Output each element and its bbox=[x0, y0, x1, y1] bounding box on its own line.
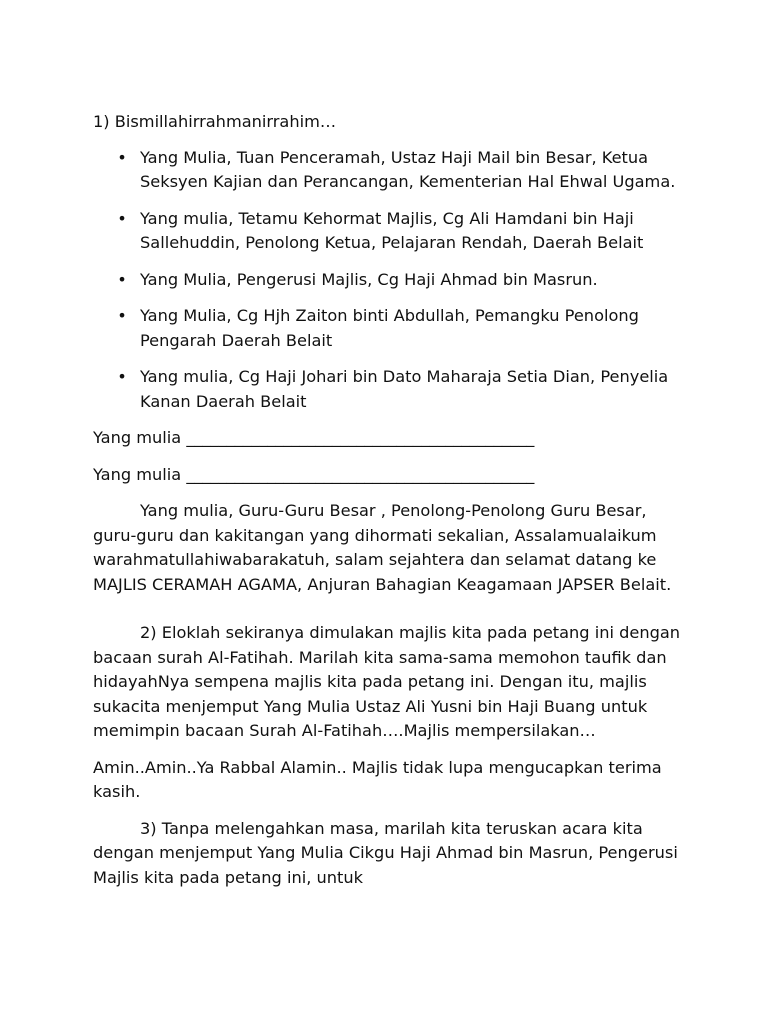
blank-guest-line: Yang mulia ___________________________________________ bbox=[93, 464, 535, 484]
guest-item bbox=[93, 268, 683, 293]
guest-item bbox=[93, 146, 683, 195]
intro-line: 1) Bismillahirrahmanirrahim… bbox=[93, 112, 337, 131]
blank-guest-line: Yang mulia ___________________________________________ bbox=[93, 428, 535, 447]
greeting-paragraph: Yang mulia, Guru-Guru Besar , Penolong-Penolong Guru Besar, guru-guru dan kakitangan yang dihormati sekalian, Assalamualaikum warahmatullahiwabarakatuh, salam sejahtera dan selamat datang ke MAJLIS CERAMAH AGAMA, Anjuran Bahagian Keagamaan JAPSER Belait. bbox=[93, 501, 672, 594]
bullet-icon: • bbox=[117, 147, 127, 167]
guest-text: Yang mulia, Tetamu Kehormat Majlis, Cg Ali Hamdani bin Haji Sallehuddin, Penolong Ketua, Pelajaran Rendah, Daerah Belait bbox=[140, 208, 644, 252]
bullet-icon: • bbox=[117, 306, 127, 325]
guest-item bbox=[93, 207, 683, 256]
paragraph-3: 3) Tanpa melengahkan masa, marilah kita teruskan acara kita dengan menjemput Yang Mulia Cikgu Haji Ahmad bin Masrun, Pengerusi Majlis kita pada petang ini, untuk bbox=[93, 818, 678, 887]
bullet-icon: • bbox=[117, 367, 127, 386]
guest-item bbox=[93, 304, 683, 353]
bullet-icon: • bbox=[117, 269, 127, 289]
guest-item bbox=[93, 365, 683, 414]
paragraph-2: 2) Eloklah sekiranya dimulakan majlis kita pada petang ini dengan bacaan surah Al-Fatihah. Marilah kita sama-sama memohon taufik dan hidayahNya sempena majlis kita pada petang ini. Dengan itu, majlis sukacita menjemput Yang Mulia Ustaz Ali Yusni bin Haji Buang untuk memimpin bacaan Surah Al-Fatihah….Majlis mempersilakan… bbox=[93, 623, 681, 740]
guest-text: Yang mulia, Cg Haji Johari bin Dato Maharaja Setia Dian, Penyelia Kanan Daerah Belait bbox=[140, 367, 669, 411]
bullet-icon: • bbox=[117, 208, 127, 228]
guest-list bbox=[93, 146, 683, 415]
guest-text: Yang Mulia, Cg Hjh Zaiton binti Abdullah, Pemangku Penolong Pengarah Daerah Belait bbox=[140, 306, 639, 350]
document-page bbox=[93, 110, 683, 902]
amin-paragraph: Amin..Amin..Ya Rabbal Alamin.. Majlis tidak lupa mengucapkan terima kasih. bbox=[93, 757, 662, 801]
guest-text: Yang Mulia, Pengerusi Majlis, Cg Haji Ahmad bin Masrun. bbox=[140, 269, 598, 289]
guest-text: Yang Mulia, Tuan Penceramah, Ustaz Haji Mail bin Besar, Ketua Seksyen Kajian dan Perancangan, Kementerian Hal Ehwal Ugama. bbox=[140, 147, 676, 191]
